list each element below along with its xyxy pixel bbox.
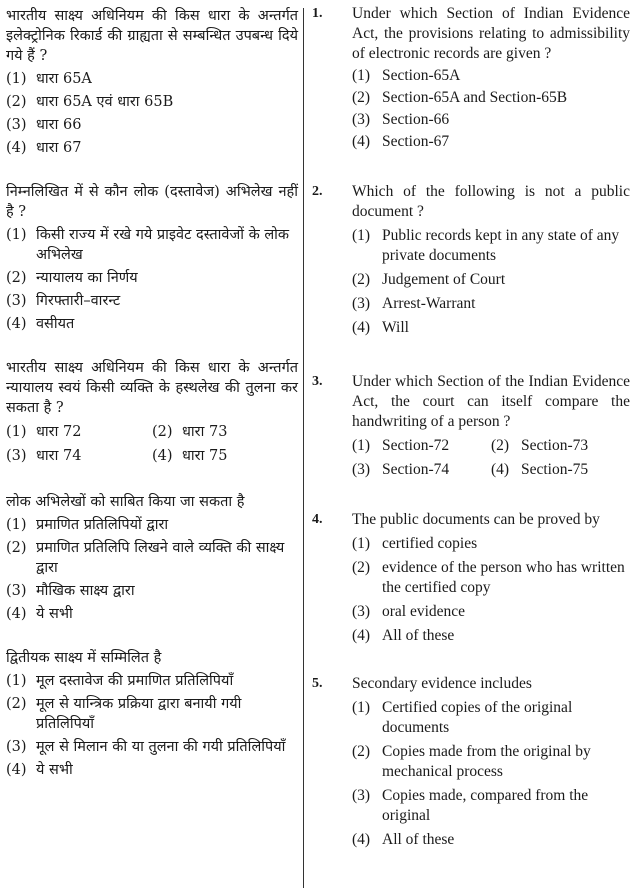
option-number: (3) (6, 583, 27, 599)
question-number: 5. (312, 676, 323, 691)
option-number: (3) (6, 448, 27, 464)
option-number: (2) (6, 94, 27, 110)
option-text: Public records kept in any state of any private documents (382, 227, 620, 264)
option-number: (4) (491, 461, 510, 478)
option-text: All of these (382, 831, 455, 848)
option-text: धारा 65A (36, 71, 92, 87)
option-text: Section-74 (382, 461, 450, 478)
option-text: धारा 65A एवं धारा 65B (36, 94, 174, 110)
option-number: (2) (352, 743, 371, 760)
option-number: (1) (352, 535, 371, 552)
option-number: (4) (152, 448, 173, 464)
english-question-2 (312, 182, 630, 338)
question-text: भारतीय साक्ष्य अधिनियम की किस धारा के अन्तर्गत इलेक्ट्रोनिक रिकार्ड की ग्राह्यता से सम्बन्धित उपबन्ध दिये गये हैं ? (6, 8, 298, 64)
option (6, 268, 298, 288)
question-text: Under which Section of Indian Evidence Act, the provisions relating to admissibility of electronic records are given ? (352, 5, 630, 62)
english-question-1 (312, 4, 630, 152)
option-text: धारा 66 (36, 117, 82, 133)
option (6, 225, 298, 265)
option-number: (4) (352, 133, 371, 150)
option-text: ये सभी (36, 762, 73, 778)
option-number: (3) (352, 603, 371, 620)
option-number: (2) (152, 424, 173, 440)
option (352, 460, 491, 480)
option-pair (352, 460, 630, 480)
option (352, 132, 630, 152)
option-text: Will (382, 319, 409, 336)
option (352, 88, 630, 108)
option-number: (1) (352, 699, 371, 716)
option-text: न्यायालय का निर्णय (36, 270, 138, 286)
option-number: (2) (6, 696, 27, 712)
option-text: Section-73 (521, 437, 589, 454)
option-number: (1) (352, 437, 371, 454)
option-text: evidence of the person who has written the certified copy (382, 559, 625, 596)
option-pair (352, 436, 630, 456)
option-text: ये सभी (36, 606, 73, 622)
option (352, 270, 630, 290)
option (352, 436, 491, 456)
option-number: (2) (352, 89, 371, 106)
option-pair (6, 422, 298, 442)
option-number: (1) (352, 67, 371, 84)
option (6, 760, 298, 780)
option (352, 534, 630, 554)
option-text: Copies made, compared from the original (382, 787, 589, 824)
option-text: Section-72 (382, 437, 450, 454)
option-number: (4) (352, 627, 371, 644)
option-number: (3) (6, 117, 27, 133)
option-text: धारा 72 (36, 424, 82, 440)
option-pair (6, 446, 298, 466)
option-text: Copies made from the original by mechanical process (382, 743, 591, 780)
option-text: किसी राज्य में रखे गये प्राइवेट दस्तावेजों के लोक अभिलेख (36, 227, 290, 263)
column-divider (303, 8, 304, 888)
option (6, 604, 298, 624)
option-number: (3) (6, 739, 27, 755)
option-text: certified copies (382, 535, 478, 552)
option (6, 422, 152, 442)
option (352, 626, 630, 646)
hindi-question-2 (6, 182, 298, 334)
option (6, 671, 298, 691)
option-number: (2) (6, 540, 27, 556)
option-number: (2) (352, 271, 371, 288)
option (352, 742, 630, 782)
question-number: 3. (312, 374, 323, 389)
option-number: (3) (352, 787, 371, 804)
option-number: (4) (6, 140, 27, 156)
question-text: Which of the following is not a public document ? (352, 183, 630, 220)
question-number: 2. (312, 184, 323, 199)
option (352, 830, 630, 850)
option (352, 786, 630, 826)
option-text: Section-67 (382, 133, 450, 150)
option (6, 138, 298, 158)
english-column (312, 4, 630, 850)
question-text: Secondary evidence includes (352, 675, 532, 692)
option-number: (3) (352, 295, 371, 312)
option-number: (1) (6, 517, 27, 533)
hindi-question-1 (6, 6, 298, 158)
question-text: Under which Section of the Indian Evidence Act, the court can itself compare the handwriting of a person ? (352, 373, 630, 430)
option (352, 602, 630, 622)
option (6, 515, 298, 535)
option-text: प्रमाणित प्रतिलिपियों द्वारा (36, 517, 169, 533)
option-text: Certified copies of the original documents (382, 699, 573, 736)
option-text: All of these (382, 627, 455, 644)
option-text: Section-65A and Section-65B (382, 89, 568, 106)
option (352, 698, 630, 738)
option-text: Section-75 (521, 461, 589, 478)
option-text: धारा 74 (36, 448, 82, 464)
option-number: (1) (6, 227, 27, 243)
option-text: धारा 75 (182, 448, 228, 464)
option-text: Arrest-Warrant (382, 295, 476, 312)
option (6, 581, 298, 601)
option-text: Section-65A (382, 67, 461, 84)
option-number: (1) (6, 71, 27, 87)
option-number: (2) (491, 437, 510, 454)
option-number: (4) (352, 319, 371, 336)
option (6, 538, 298, 578)
option-text: गिरफ्तारी–वारन्ट (36, 293, 121, 309)
option-number: (1) (6, 673, 27, 689)
english-question-5 (312, 674, 630, 850)
question-text: लोक अभिलेखों को साबित किया जा सकता है (6, 494, 245, 510)
option-number: (4) (6, 762, 27, 778)
option (6, 92, 298, 112)
option-text: मूल दस्तावेज की प्रमाणित प्रतिलिपियाँ (36, 673, 234, 689)
option (6, 291, 298, 311)
option-number: (1) (6, 424, 27, 440)
option-text: वसीयत (36, 316, 75, 332)
question-text: द्वितीयक साक्ष्य में सम्मिलित है (6, 650, 162, 666)
option (6, 694, 298, 734)
option-number: (2) (352, 559, 371, 576)
option-text: धारा 73 (182, 424, 228, 440)
option-text: मूल से यान्त्रिक प्रक्रिया द्वारा बनायी गयी प्रतिलिपियाँ (36, 696, 242, 732)
question-number: 1. (312, 6, 323, 21)
option-text: Section-66 (382, 111, 450, 128)
option-number: (2) (6, 270, 27, 286)
option (352, 66, 630, 86)
option-text: प्रमाणित प्रतिलिपि लिखने वाले व्यक्ति की साक्ष्य द्वारा (36, 540, 285, 576)
option (352, 110, 630, 130)
hindi-question-3 (6, 358, 298, 466)
option-text: Judgement of Court (382, 271, 506, 288)
option (6, 115, 298, 135)
option (6, 446, 152, 466)
option (6, 69, 298, 89)
option (352, 294, 630, 314)
question-text: निम्नलिखित में से कौन लोक (दस्तावेज) अभिलेख नहीं है ? (6, 184, 298, 220)
option-number: (4) (6, 606, 27, 622)
question-text: भारतीय साक्ष्य अधिनियम की किस धारा के अन्तर्गत न्यायालय स्वयं किसी व्यक्ति के हस्थलेख की तुलना कर सकता है ? (6, 360, 298, 416)
option (491, 460, 630, 480)
option (152, 446, 298, 466)
option-number: (4) (352, 831, 371, 848)
english-question-4 (312, 510, 630, 646)
hindi-column (6, 6, 298, 780)
option-text: मूल से मिलान की या तुलना की गयी प्रतिलिपियाँ (36, 739, 286, 755)
option-text: मौखिक साक्ष्य द्वारा (36, 583, 135, 599)
option (352, 318, 630, 338)
question-number: 4. (312, 512, 323, 527)
option (491, 436, 630, 456)
option-number: (1) (352, 227, 371, 244)
question-text: The public documents can be proved by (352, 511, 600, 528)
option-number: (3) (352, 111, 371, 128)
option-number: (4) (6, 316, 27, 332)
option (152, 422, 298, 442)
option-number: (3) (352, 461, 371, 478)
option (352, 226, 630, 266)
option (6, 737, 298, 757)
option (6, 314, 298, 334)
option (352, 558, 630, 598)
hindi-question-4 (6, 492, 298, 624)
option-number: (3) (6, 293, 27, 309)
hindi-question-5 (6, 648, 298, 780)
option-text: धारा 67 (36, 140, 82, 156)
option-text: oral evidence (382, 603, 466, 620)
english-question-3 (312, 372, 630, 480)
